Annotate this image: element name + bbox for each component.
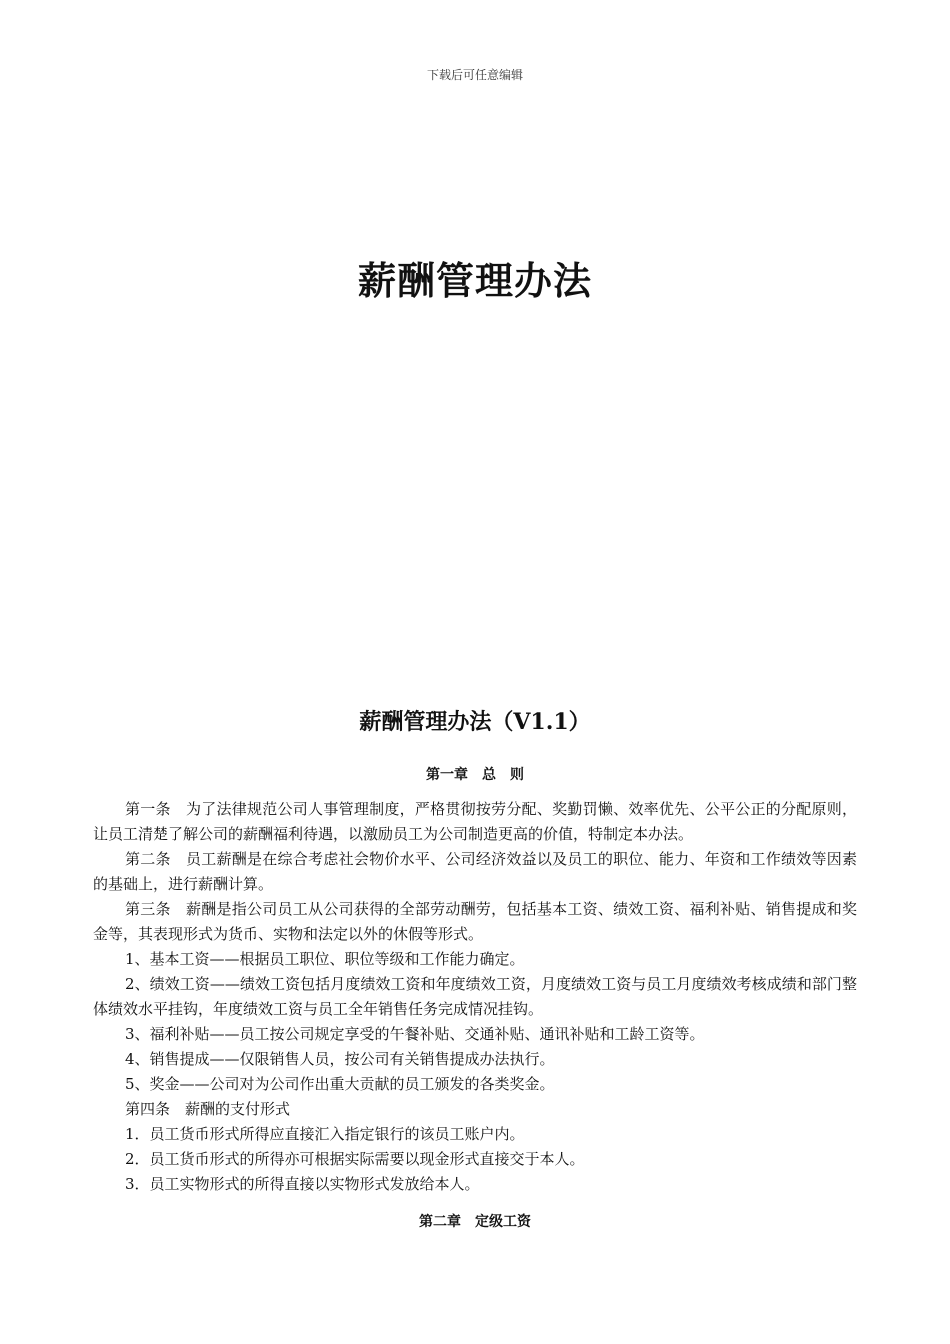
chapter-1-body [93,797,857,1197]
article-4-heading: 第四条 薪酬的支付形式 [125,1100,291,1118]
list-item-sales-commission: 4、销售提成——仅限销售人员，按公司有关销售提成办法执行。 [125,1050,555,1068]
list-item-payment-1: 1．员工货币形式所得应直接汇入指定银行的该员工账户内。 [125,1125,525,1143]
list-item-payment-2: 2．员工货币形式的所得亦可根据实际需要以现金形式直接交于本人。 [125,1150,585,1168]
page-header-note: 下载后可任意编辑 [426,68,523,82]
cover-title: 薪酬管理办法 [357,258,592,303]
article-2-paragraph: 第二条 员工薪酬是在综合考虑社会物价水平、公司经济效益以及员工的职位、能力、年资和工作绩效等因素的基础上，进行薪酬计算。 [93,850,857,893]
list-item-base-salary: 1、基本工资——根据员工职位、职位等级和工作能力确定。 [125,950,525,968]
chapter-2-heading: 第二章 定级工资 [419,1214,531,1230]
article-3-paragraph: 第三条 薪酬是指公司员工从公司获得的全部劳动酬劳，包括基本工资、绩效工资、福利补贴、销售提成和奖金等，其表现形式为货币、实物和法定以外的休假等形式。 [93,900,857,943]
chapter-1-heading: 第一章 总 则 [426,767,524,783]
article-1-paragraph: 第一条 为了法律规范公司人事管理制度，严格贯彻按劳分配、奖勤罚懒、效率优先、公平公正的分配原则，让员工清楚了解公司的薪酬福利待遇，以激励员工为公司制造更高的价值，特制定本办法。 [93,800,857,843]
document-title: 薪酬管理办法（V1.1） [359,709,591,735]
list-item-bonus: 5、奖金——公司对为公司作出重大贡献的员工颁发的各类奖金。 [125,1075,555,1093]
list-item-performance-pay: 2、绩效工资——绩效工资包括月度绩效工资和年度绩效工资，月度绩效工资与员工月度绩效考核成绩和部门整体绩效水平挂钩，年度绩效工资与员工全年销售任务完成情况挂钩。 [93,975,857,1018]
list-item-benefits: 3、福利补贴——员工按公司规定享受的午餐补贴、交通补贴、通讯补贴和工龄工资等。 [125,1025,705,1043]
list-item-payment-3: 3．员工实物形式的所得直接以实物形式发放给本人。 [125,1175,480,1193]
